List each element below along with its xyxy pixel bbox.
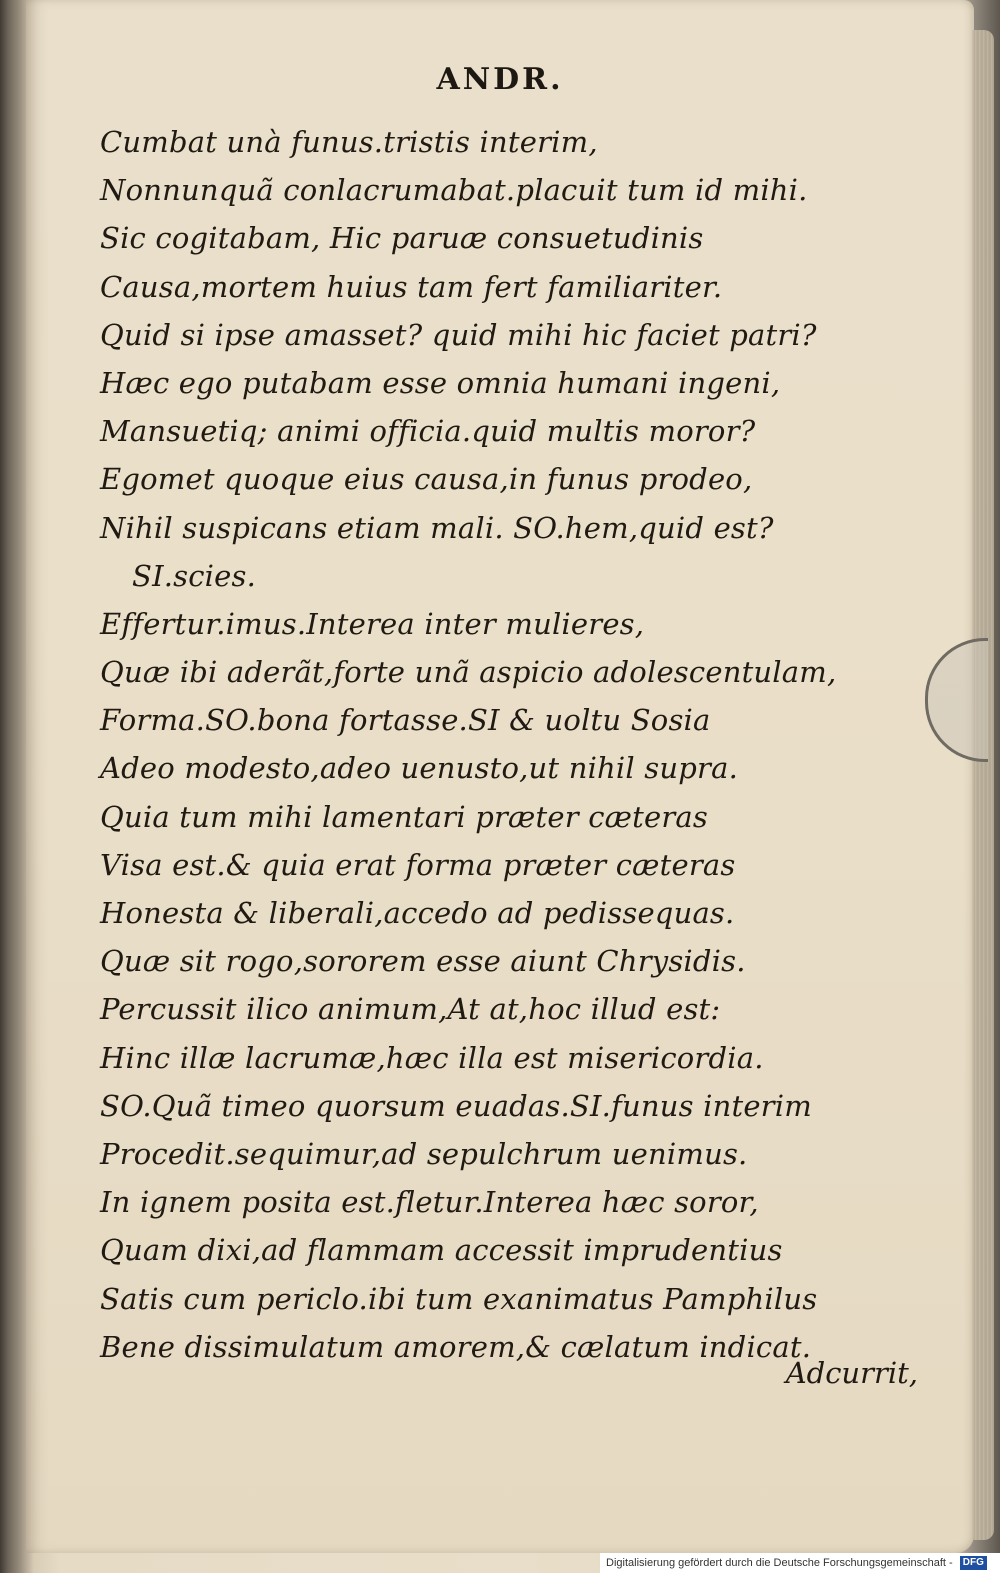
verse-line: SI.scies. — [132, 558, 257, 593]
verse-line: Adeo modesto,adeo uenusto,ut nihil supra. — [100, 751, 738, 786]
verse-line: Quid si ipse amasset? quid mihi hic faciet patri? — [100, 317, 817, 352]
verse-line: Quia tum mihi lamentari præter cæteras — [100, 799, 708, 834]
verse-line: Nonnunquã conlacrumabat.placuit tum id mihi. — [100, 173, 808, 208]
verse-line: Forma.SO.bona fortasse.SI & uoltu Sosia — [100, 703, 711, 738]
verse-line: Quæ ibi aderãt,forte unã aspicio adolescentulam, — [100, 655, 837, 690]
credit-text: Digitalisierung gefördert durch die Deutsche Forschungsgemeinschaft - — [606, 1557, 953, 1569]
verse-line: Visa est.& quia erat forma præter cæteras — [100, 847, 736, 882]
digitization-credit — [600, 1553, 1000, 1573]
verse-line: In ignem posita est.fletur.Interea hæc soror, — [100, 1185, 759, 1220]
verse-line: Sic cogitabam, Hic paruæ consuetudinis — [100, 221, 704, 256]
verse-line: Effertur.imus.Interea inter mulieres, — [100, 606, 645, 641]
verse-line: Cumbat unà funus.tristis interim, — [100, 125, 598, 159]
verse-line: Egomet quoque eius causa,in funus prodeo, — [100, 462, 753, 497]
dfg-logo: DFG — [960, 1556, 987, 1570]
verse-line: Mansuetiq; animi officia.quid multis moror? — [100, 414, 756, 449]
catchword: Adcurrit, — [785, 1356, 918, 1390]
verse-line: SO.Quã timeo quorsum euadas.SI.funus interim — [100, 1088, 812, 1123]
verse-text — [100, 118, 920, 1371]
verse-line: Causa,mortem huius tam fert familiariter. — [100, 269, 723, 304]
verse-line: Hæc ego putabam esse omnia humani ingeni, — [100, 365, 781, 400]
verse-line: Quam dixi,ad flammam accessit imprudentius — [100, 1233, 783, 1268]
verse-line: Procedit.sequimur,ad sepulchrum uenimus. — [100, 1136, 748, 1171]
verse-line: Percussit ilico animum,At at,hoc illud est: — [100, 992, 721, 1027]
verse-line: Hinc illæ lacrumæ,hæc illa est misericordia. — [100, 1040, 764, 1075]
running-head: ANDR. — [436, 62, 564, 97]
page-fore-edge — [972, 30, 994, 1540]
verse-line: Quæ sit rogo,sororem esse aiunt Chrysidis. — [100, 944, 746, 979]
verse-line: Satis cum periclo.ibi tum exanimatus Pamphilus — [100, 1281, 818, 1316]
verse-line: Nihil suspicans etiam mali. SO.hem,quid est? — [100, 510, 774, 545]
verse-line: Bene dissimulatum amorem,& cælatum indicat. — [100, 1329, 812, 1364]
verse-line: Honesta & liberali,accedo ad pedissequas. — [100, 896, 735, 930]
